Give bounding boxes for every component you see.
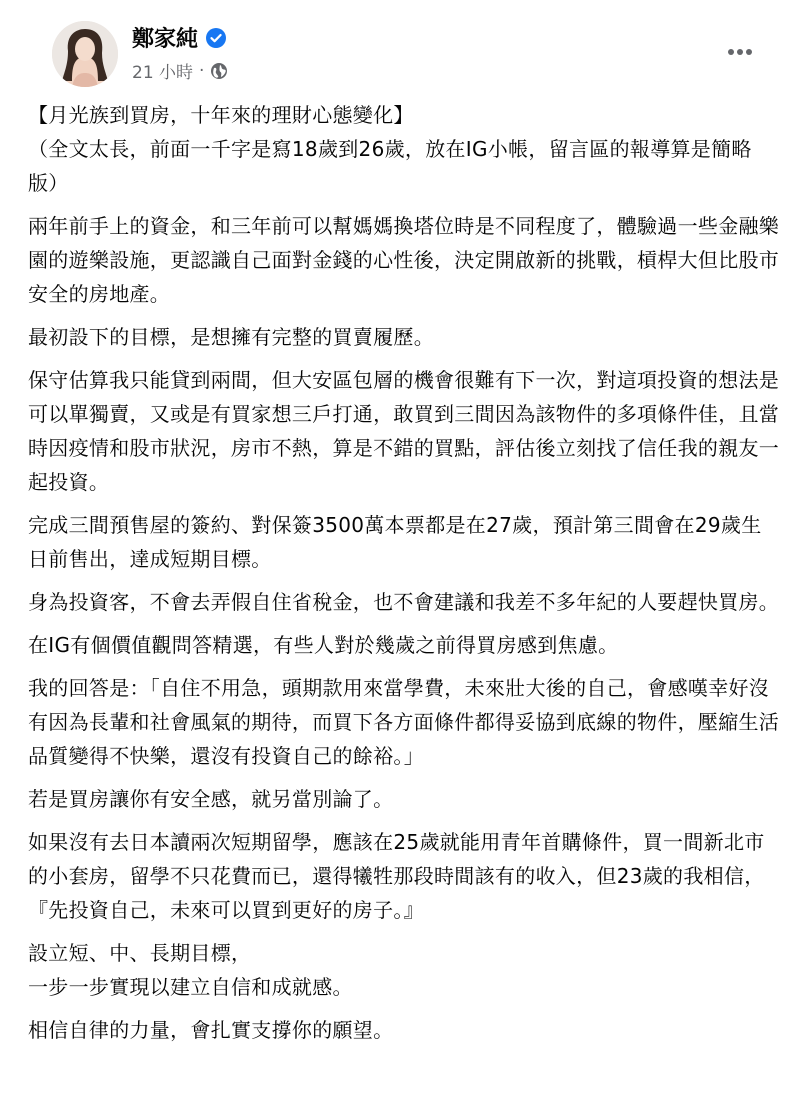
post-paragraph: 如果沒有去日本讀兩次短期留學，應該在25歲就能用青年首購條件，買一間新北市的小套房，留學不只花費而已，還得犧牲那段時間該有的收入，但23歲的我相信，『先投資自己，未來可以買到更好的房子。』 <box>28 830 765 922</box>
globe-icon[interactable] <box>210 62 228 80</box>
post-paragraph: 相信自律的力量，會扎實支撐你的願望。 <box>28 1018 394 1042</box>
post-paragraph: 保守估算我只能貸到兩間，但大安區包層的機會很難有下一次，對這項投資的想法是可以單獨賣，又或是有買家想三戶打通，敢買到三間因為該物件的多項條件佳，且當時因疫情和股市狀況，房市不熱，算是不錯的買點，評估後立刻找了信任我的親友一起投資。 <box>28 368 780 494</box>
post-paragraph: 兩年前手上的資金，和三年前可以幫媽媽換塔位時是不同程度了，體驗過一些金融樂園的遊樂設施，更認識自己面對金錢的心性後，決定開啟新的挑戰，槓桿大但比股市安全的房地產。 <box>28 214 780 306</box>
more-options-button[interactable] <box>720 32 760 72</box>
author-avatar[interactable] <box>52 21 118 87</box>
post-paragraph: 最初設下的目標，是想擁有完整的買賣履歷。 <box>28 325 434 349</box>
post-paragraph: 在IG有個價值觀問答精選，有些人對於幾歲之前得買房感到焦慮。 <box>28 633 619 657</box>
post-meta <box>132 58 228 83</box>
post-paragraph: 【月光族到買房，十年來的理財心態變化】 （全文太長，前面一千字是寫18歲到26歲，放在IG小帳，留言區的報導算是簡略版） <box>28 103 752 195</box>
post-paragraph: 若是買房讓你有安全感，就另當別論了。 <box>28 787 394 811</box>
author-row <box>132 22 226 53</box>
post-paragraph: 設立短、中、長期目標， 一步一步實現以建立自信和成就感。 <box>28 941 353 999</box>
post-timestamp[interactable]: 21 小時 <box>132 63 194 83</box>
post-header <box>28 0 770 94</box>
verified-badge-icon <box>206 28 226 48</box>
meta-separator: · <box>199 60 205 81</box>
post-paragraph: 完成三間預售屋的簽約、對保簽3500萬本票都是在27歲，預計第三間會在29歲生日前售出，達成短期目標。 <box>28 513 762 571</box>
author-name[interactable]: 鄭家純 <box>132 27 199 52</box>
more-options-icon <box>727 48 753 56</box>
post-paragraph: 身為投資客，不會去弄假自住省稅金，也不會建議和我差不多年紀的人要趕快買房。 <box>28 590 780 614</box>
avatar-photo <box>52 21 118 87</box>
post-body <box>28 98 780 1056</box>
post-paragraph: 我的回答是：「自住不用急，頭期款用來當學費，未來壯大後的自己，會感嘆幸好沒有因為長輩和社會風氣的期待，而買下各方面條件都得妥協到底線的物件，壓縮生活品質變得不快樂，還沒有投資自己的餘裕。」 <box>28 676 780 768</box>
